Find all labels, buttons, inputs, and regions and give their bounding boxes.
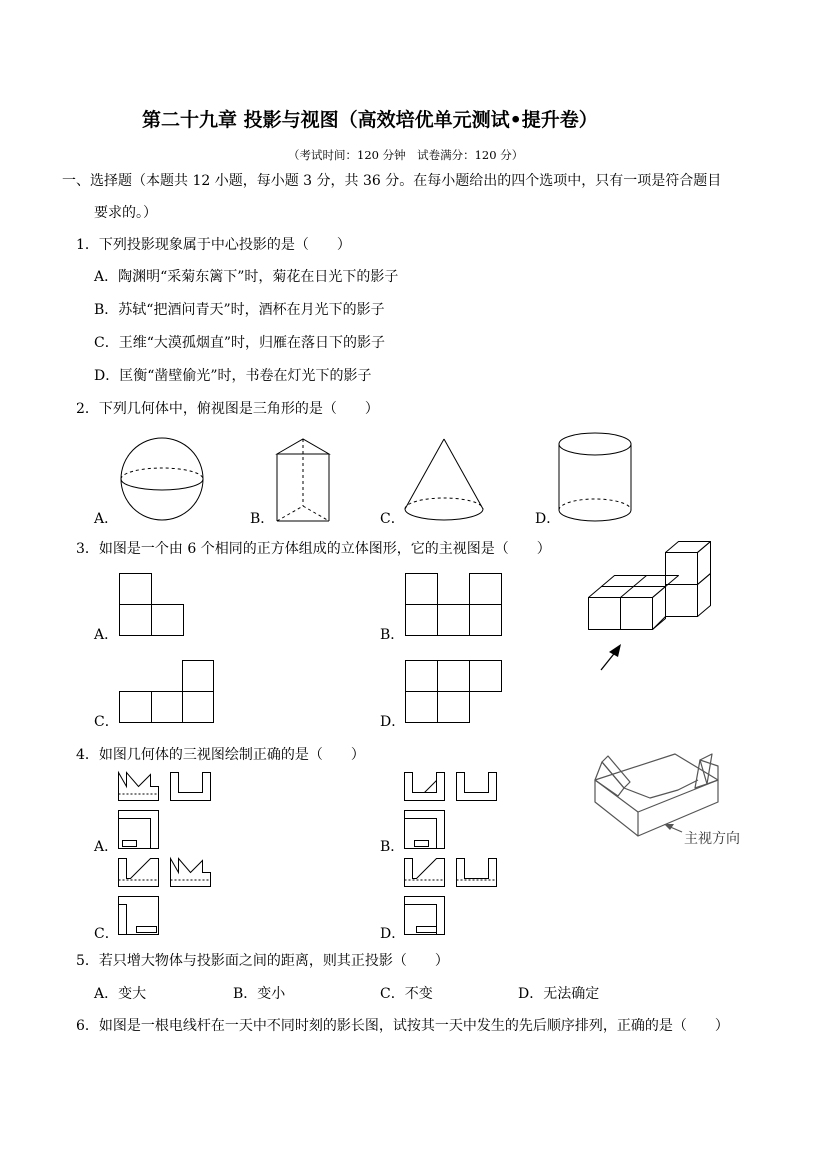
q3-view-a <box>119 573 185 637</box>
q4-stem: 4．如图几何体的三视图绘制正确的是（ ） <box>76 747 365 763</box>
q2-option-d[interactable]: D． <box>535 511 561 527</box>
q3-view-d <box>405 660 503 724</box>
q1-option-a[interactable]: A．陶渊明“采菊东篱下”时，菊花在日光下的影子 <box>94 269 399 285</box>
q5-stem: 5．若只增大物体与投影面之间的距离，则其正投影（ ） <box>76 953 449 969</box>
direction-label: 主视方向 <box>684 831 740 847</box>
cylinder-figure <box>556 430 634 526</box>
q3-option-a[interactable]: A． <box>94 627 119 643</box>
q1-option-c[interactable]: C．王维“大漠孤烟直”时，归雁在落日下的影子 <box>94 335 386 351</box>
q4-option-c[interactable]: C． <box>94 926 119 942</box>
q2-stem: 2．下列几何体中，俯视图是三角形的是（ ） <box>76 401 379 417</box>
q4-views-d <box>404 858 500 936</box>
triangular-prism-figure <box>272 436 334 526</box>
exam-info: （考试时间：120 分钟 试卷满分：120 分） <box>288 148 524 162</box>
q2-option-a[interactable]: A． <box>94 511 119 527</box>
q4-option-d[interactable]: D． <box>380 926 406 942</box>
q4-option-a[interactable]: A． <box>94 839 119 855</box>
q3-option-d[interactable]: D． <box>380 714 406 730</box>
q3-stem: 3．如图是一个由 6 个相同的正方体组成的立体图形，它的主视图是（ ） <box>76 541 551 557</box>
section-heading: 一、选择题（本题共 12 小题，每小题 3 分，共 36 分。在每小题给出的四个选项中，只有一项是符合题目 <box>62 173 722 189</box>
page-title: 第二十九章 投影与视图（高效培优单元测试•提升卷） <box>142 109 598 131</box>
q2-option-b[interactable]: B． <box>250 511 275 527</box>
q6-stem: 6．如图是一根电线杆在一天中不同时刻的影长图，试按其一天中发生的先后顺序排列，正确的是（ ） <box>76 1018 729 1034</box>
q5-option-c[interactable]: C．不变 <box>380 986 433 1002</box>
q2-option-c[interactable]: C． <box>380 511 405 527</box>
q4-views-b <box>404 772 500 850</box>
q3-view-c <box>119 660 215 724</box>
section-heading-cont: 要求的。） <box>94 205 157 221</box>
q4-views-a <box>118 772 214 850</box>
q1-option-d[interactable]: D．匡衡“凿壁偷光”时，书卷在灯光下的影子 <box>94 368 372 384</box>
q3-view-b <box>405 573 503 637</box>
q5-option-d[interactable]: D．无法确定 <box>518 986 600 1002</box>
q1-option-b[interactable]: B．苏轼“把酒问青天”时，酒杯在月光下的影子 <box>94 302 385 318</box>
sphere-figure <box>115 436 209 526</box>
cone-figure <box>402 436 486 526</box>
q3-option-c[interactable]: C． <box>94 714 119 730</box>
q4-views-c <box>118 858 214 936</box>
q5-option-a[interactable]: A．变大 <box>94 986 147 1002</box>
q5-option-b[interactable]: B．变小 <box>233 986 286 1002</box>
q4-option-b[interactable]: B． <box>380 839 405 855</box>
q3-cube-stack-figure <box>585 538 717 672</box>
q3-option-b[interactable]: B． <box>380 627 405 643</box>
q1-stem: 1．下列投影现象属于中心投影的是（ ） <box>76 237 351 253</box>
